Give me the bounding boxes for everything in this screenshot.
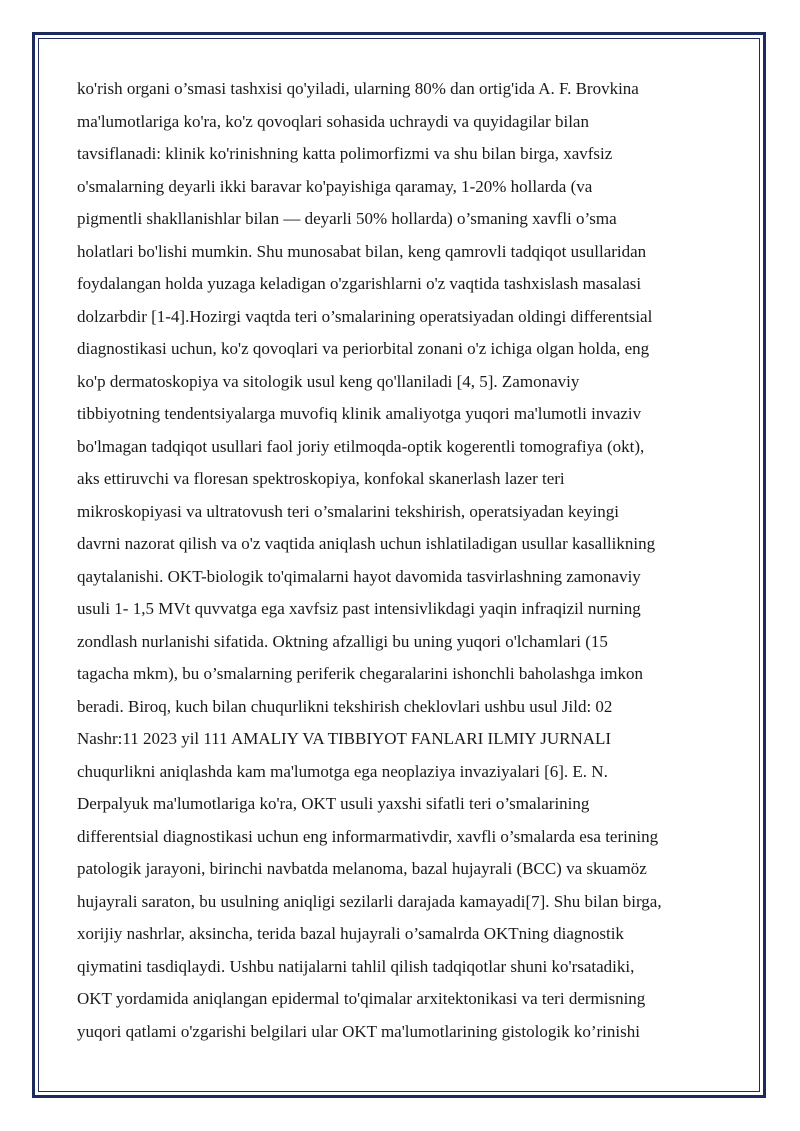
text-line: diagnostikasi uchun, ko'z qovoqlari va periorbital zonani o'z ichiga olgan holda, eng bbox=[77, 339, 650, 358]
text-line: beradi. Biroq, kuch bilan chuqurlikni tekshirish cheklovlari ushbu usul Jild: 02 bbox=[77, 696, 613, 716]
text-line: bo'lmagan tadqiqot usullari faol joriy etilmoqda-optik kogerentli tomografiya (okt), bbox=[77, 436, 645, 456]
text-line: yuqori qatlami o'zgarishi belgilari ular OKT ma'lumotlarining gistologik ko’rinishi bbox=[77, 1021, 640, 1041]
text-line: OKT yordamida aniqlangan epidermal to'qimalar arxitektonikasi va teri dermisning bbox=[77, 989, 646, 1008]
text-line: patologik jarayoni, birinchi navbatda melanoma, bazal hujayrali (BCC) va skuamöz bbox=[77, 859, 647, 878]
text-line: o'smalarning deyarli ikki baravar ko'payishiga qaramay, 1-20% hollarda (va bbox=[77, 176, 593, 196]
text-line: differentsial diagnostikasi uchun eng informarmativdir, xavfli o’smalarda esa terining bbox=[77, 826, 659, 846]
text-line: tagacha mkm), bu o’smalarning periferik chegaralarini ishonchli baholashga imkon bbox=[77, 664, 644, 683]
text-line: usuli 1- 1,5 MVt quvvatga ega xavfsiz past intensivlikdagi yaqin infraqizil nurning bbox=[77, 599, 641, 618]
text-line: holatlari bo'lishi mumkin. Shu munosabat bilan, keng qamrovli tadqiqot usullaridan bbox=[77, 241, 647, 261]
text-line: hujayrali saraton, bu usulning aniqligi sezilarli darajada kamayadi[7]. Shu bilan birga, bbox=[77, 891, 662, 911]
text-line: xorijiy nashrlar, aksincha, terida bazal hujayrali o’samalrda OKTning diagnostik bbox=[77, 924, 624, 943]
text-line: pigmentli shakllanishlar bilan — deyarli 50% hollarda) o’smaning xavfli o’sma bbox=[77, 209, 617, 228]
text-line: zondlash nurlanishi sifatida. Oktning afzalligi bu uning yuqori o'lchamlari (15 bbox=[77, 631, 608, 651]
text-line: ko'rish organi o’smasi tashxisi qo'yiladi, ularning 80% dan ortig'ida A. F. Brovkina bbox=[77, 79, 639, 98]
text-line: mikroskopiyasi va ultratovush teri o’smalarini tekshirish, operatsiyadan keyingi bbox=[77, 501, 620, 521]
text-line: qiymatini tasdiqlaydi. Ushbu natijalarni tahlil qilish tadqiqotlar shuni ko'rsatadiki, bbox=[77, 956, 635, 976]
text-line: qaytalanishi. OKT-biologik to'qimalarni hayot davomida tasvirlashning zamonaviy bbox=[77, 566, 641, 586]
text-line: dolzarbdir [1-4].Hozirgi vaqtda teri o’smalarining operatsiyadan oldingi differentsial bbox=[77, 306, 653, 326]
text-line: tavsiflanadi: klinik ko'rinishning katta polimorfizmi va shu bilan birga, xavfsiz bbox=[77, 144, 613, 163]
text-line: ko'p dermatoskopiya va sitologik usul keng qo'llaniladi [4, 5]. Zamonaviy bbox=[77, 371, 580, 391]
body-text bbox=[77, 73, 727, 1048]
text-line: aks ettiruvchi va floresan spektroskopiya, konfokal skanerlash lazer teri bbox=[77, 469, 565, 488]
text-line: Derpalyuk ma'lumotlariga ko'ra, OKT usuli yaxshi sifatli teri o’smalarining bbox=[77, 794, 590, 813]
text-line: tibbiyotning tendentsiyalarga muvofiq klinik amaliyotga yuqori ma'lumotli invaziv bbox=[77, 404, 642, 423]
text-line: foydalangan holda yuzaga keladigan o'zgarishlarni o'z vaqtida tashxislash masalasi bbox=[77, 274, 642, 293]
text-line: davrni nazorat qilish va o'z vaqtida aniqlash uchun ishlatiladigan usullar kasallikning bbox=[77, 534, 656, 553]
text-line: chuqurlikni aniqlashda kam ma'lumotga ega neoplaziya invaziyalari [6]. E. N. bbox=[77, 761, 608, 781]
text-line: ma'lumotlariga ko'ra, ko'z qovoqlari sohasida uchraydi va quyidagilar bilan bbox=[77, 111, 589, 131]
text-line: Nashr:11 2023 yil 111 AMALIY VA TIBBIYOT FANLARI ILMIY JURNALI bbox=[77, 729, 612, 748]
